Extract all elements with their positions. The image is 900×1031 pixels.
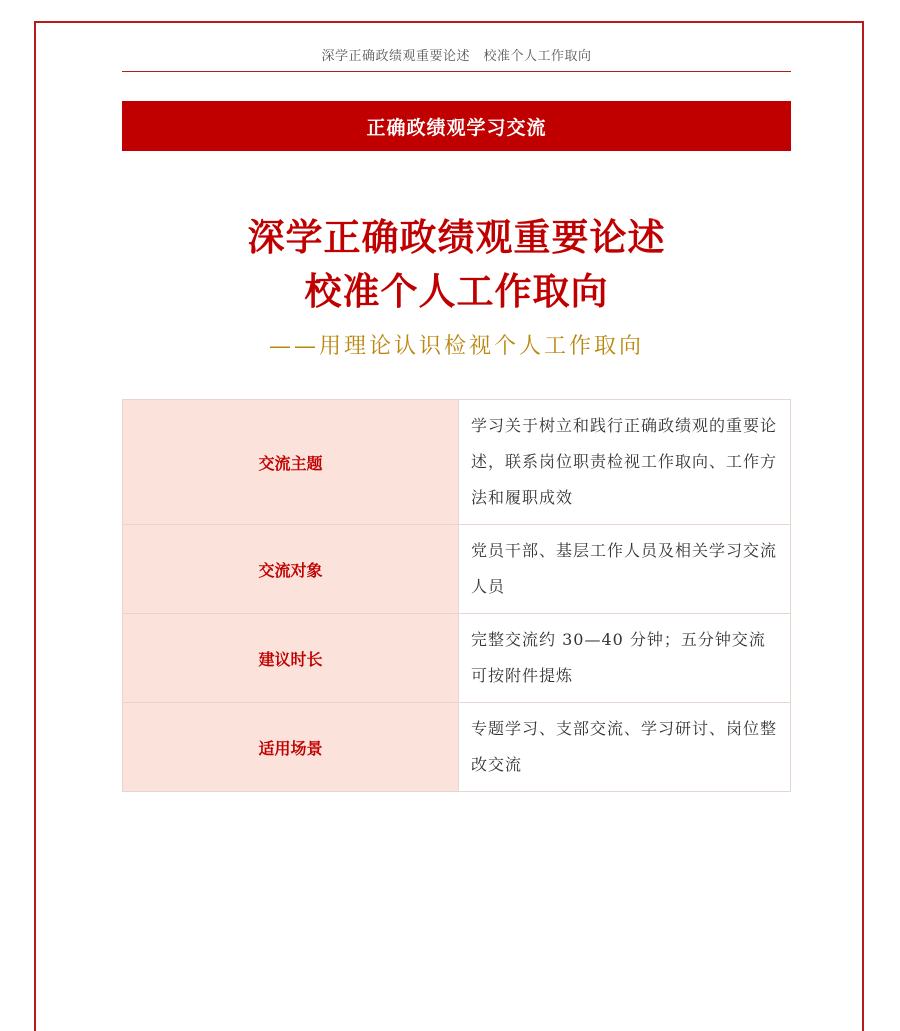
info-table bbox=[122, 399, 791, 792]
section-banner-label: 正确政绩观学习交流 bbox=[366, 116, 547, 139]
page-title-line-2: 校准个人工作取向 bbox=[304, 270, 609, 313]
row-value-scene: 专题学习、支部交流、学习研讨、岗位整改交流 bbox=[459, 703, 791, 792]
table-row bbox=[123, 703, 791, 792]
page-subtitle: ——用理论认识检视个人工作取向 bbox=[268, 334, 644, 359]
row-value-duration: 完整交流约 30—40 分钟；五分钟交流可按附件提炼 bbox=[459, 614, 791, 703]
section-banner bbox=[122, 101, 791, 151]
running-header: 深学正确政绩观重要论述 校准个人工作取向 bbox=[321, 49, 592, 64]
title-block bbox=[122, 211, 791, 360]
row-value-audience: 党员干部、基层工作人员及相关学习交流人员 bbox=[459, 525, 791, 614]
row-label-audience: 交流对象 bbox=[123, 525, 459, 614]
table-row bbox=[123, 614, 791, 703]
table-row bbox=[123, 400, 791, 525]
row-label-theme: 交流主题 bbox=[123, 400, 459, 525]
row-label-scene: 适用场景 bbox=[123, 703, 459, 792]
page-title-line-1: 深学正确政绩观重要论述 bbox=[247, 216, 666, 259]
row-label-duration: 建议时长 bbox=[123, 614, 459, 703]
document-page bbox=[34, 21, 864, 1031]
table-row bbox=[123, 525, 791, 614]
row-value-theme: 学习关于树立和践行正确政绩观的重要论述，联系岗位职责检视工作取向、工作方法和履职成效 bbox=[459, 400, 791, 525]
header-divider bbox=[122, 71, 791, 72]
